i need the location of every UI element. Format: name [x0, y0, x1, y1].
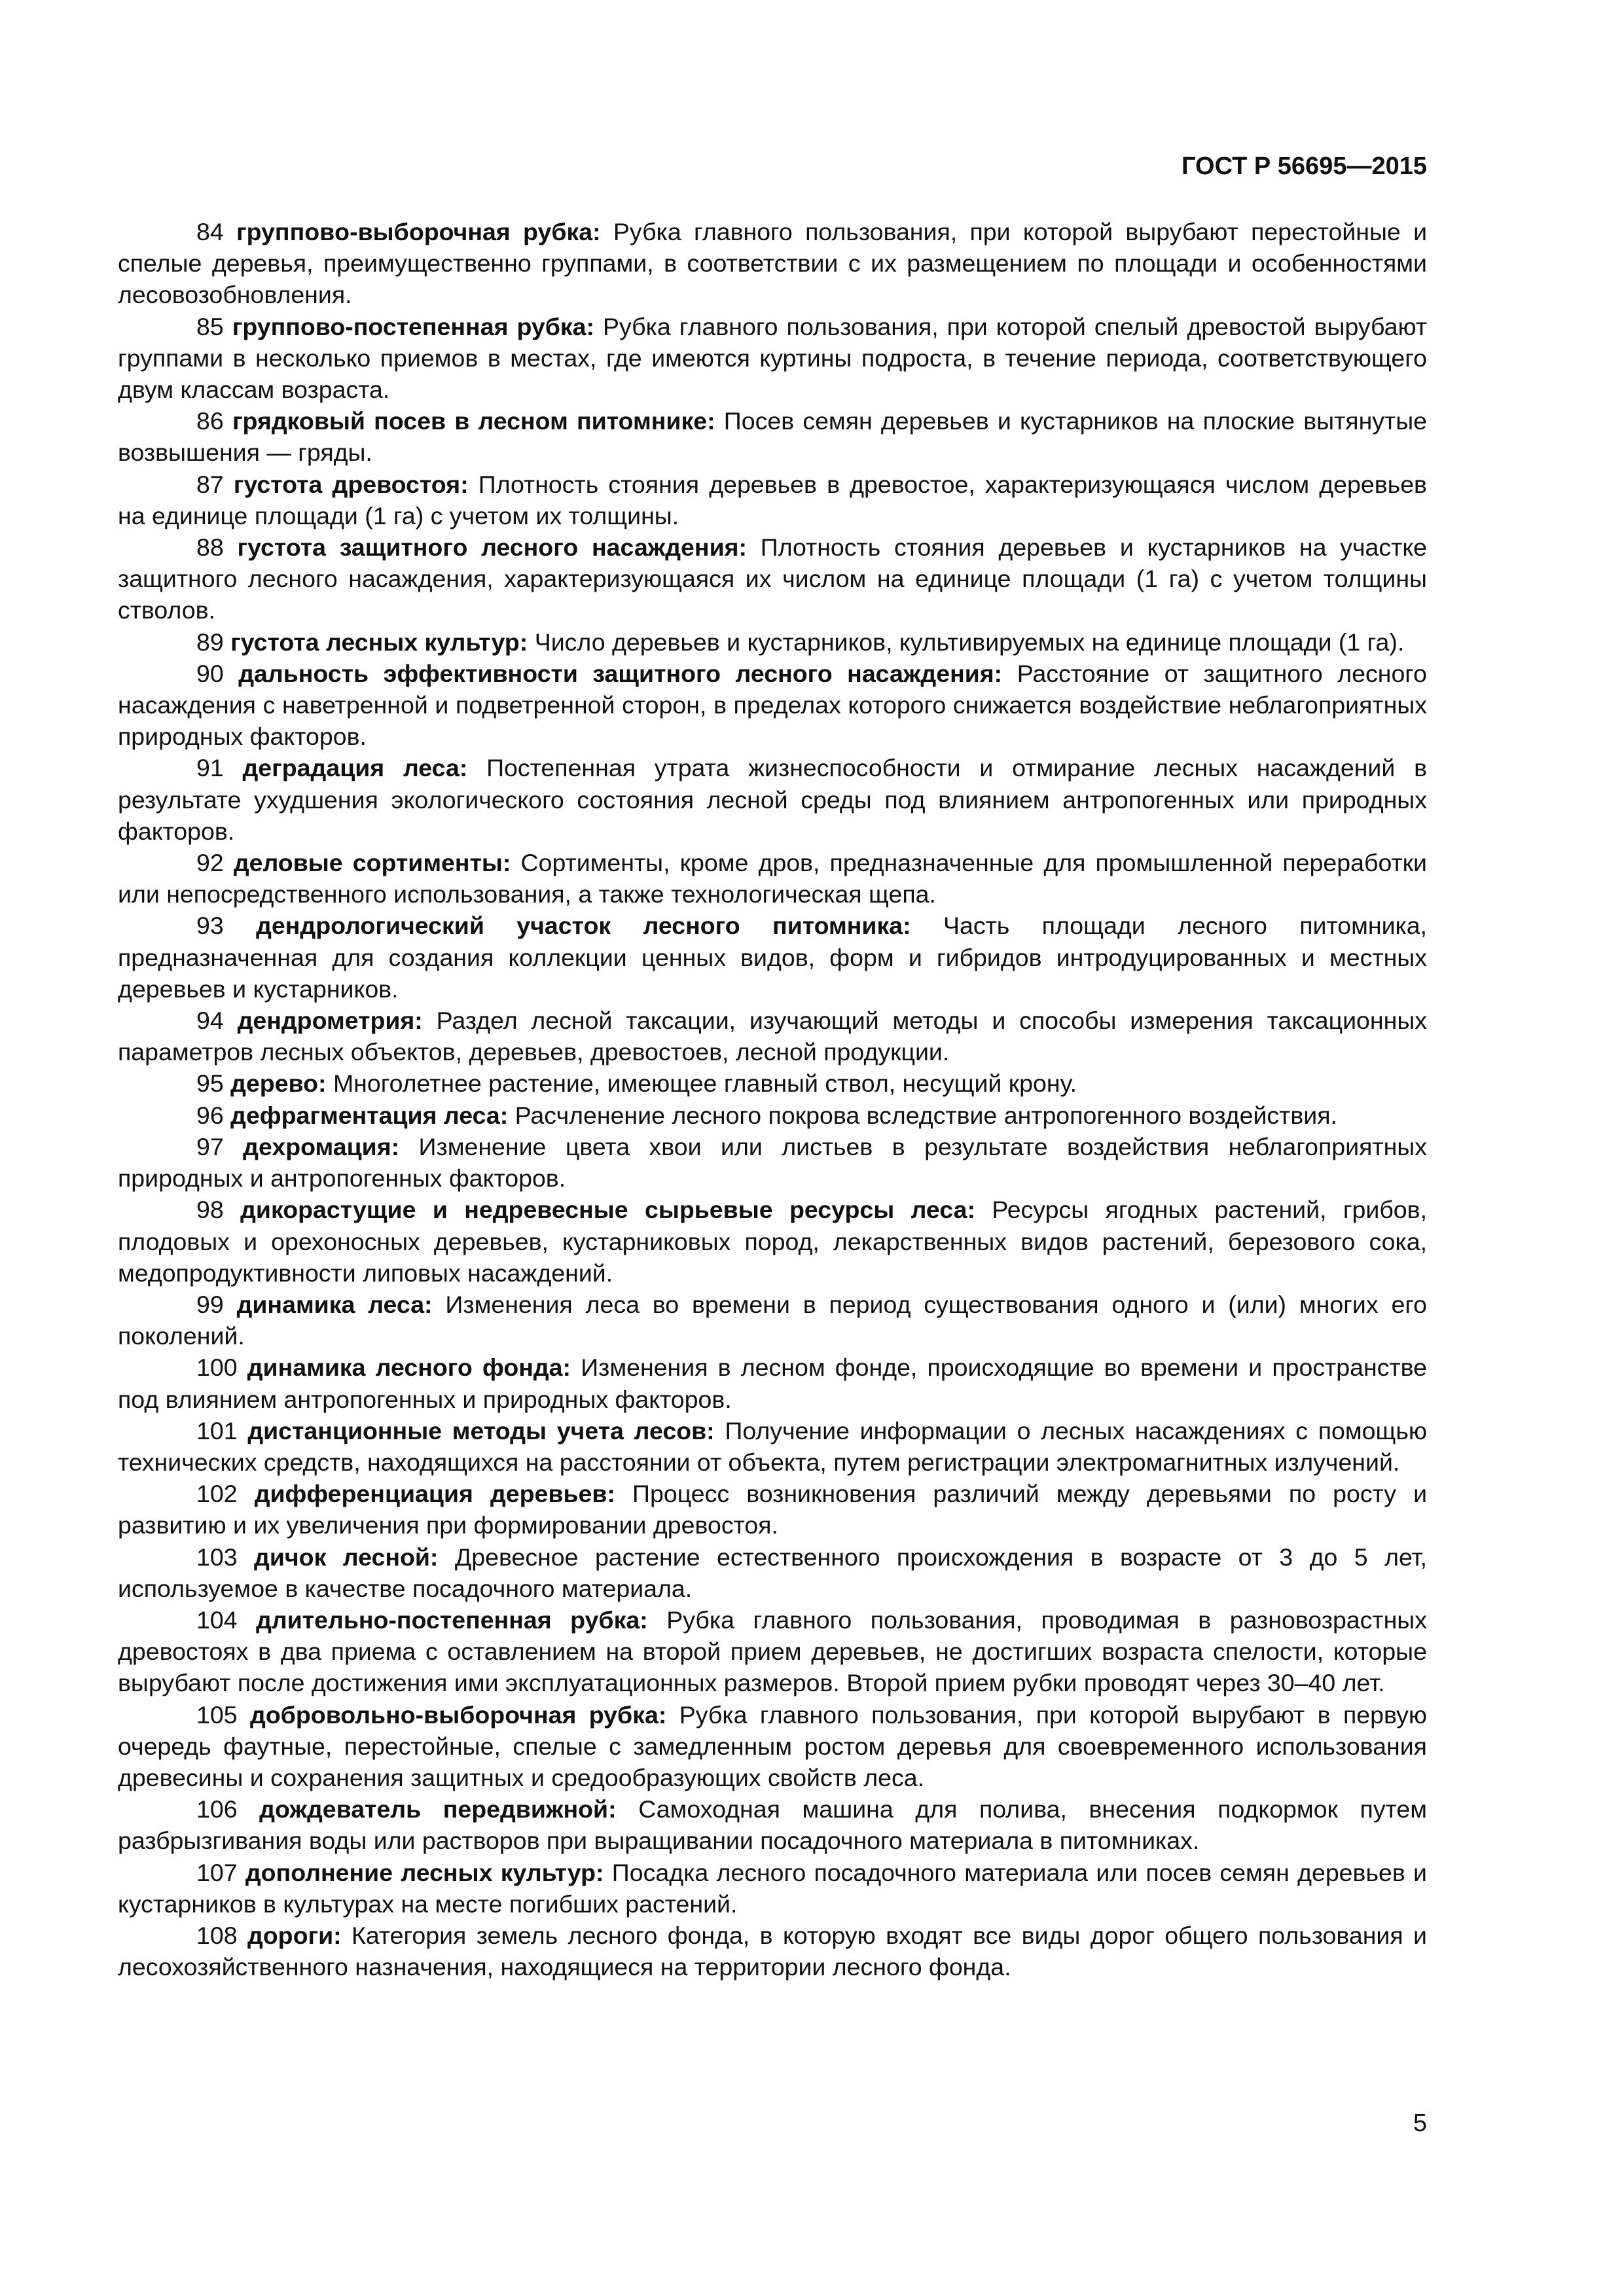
entry-number: 95: [196, 1069, 224, 1098]
entry-number: 86: [196, 407, 224, 435]
entry-term: деградация леса:: [242, 754, 468, 782]
entry-number: 90: [196, 659, 224, 687]
entry-term: группово-постепенная рубка:: [232, 312, 594, 340]
entry-term: дождеватель передвижной:: [259, 1795, 617, 1823]
entry-definition: Категория земель лесного фонда, в которую входят все виды дорог общего пользования и лесохозяйственного назначения, находящиеся на территории лесного фонда.: [118, 1921, 1427, 1981]
entry-term: дифференциация деревьев:: [254, 1480, 615, 1508]
glossary-entry: [118, 1005, 1427, 1067]
entry-definition: Многолетнее растение, имеющее главный ствол, несущий крону.: [333, 1069, 1077, 1098]
entry-term: дороги:: [247, 1921, 342, 1949]
glossary-entry: [118, 626, 1427, 658]
entry-definition: Посев семян деревьев и кустарников на плоские вытянутые возвышения — гряды.: [118, 407, 1428, 467]
entry-number: 89: [196, 628, 224, 656]
entry-number: 107: [196, 1858, 238, 1886]
glossary-entry: [118, 752, 1427, 847]
entry-term: групповo-выборочная рубка:: [236, 218, 601, 245]
document-code: ГОСТ Р 56695—2015: [1182, 152, 1427, 180]
page-number: 5: [1413, 2109, 1427, 2137]
entry-term: длительно-постепенная рубка:: [256, 1605, 648, 1634]
entry-definition: Изменения леса во времени в период существования одного и (или) многих его поколений.: [118, 1290, 1428, 1350]
entry-term: дехромация:: [243, 1132, 400, 1160]
entry-number: 97: [196, 1132, 224, 1160]
entry-definition: Процесс возникновения различий между деревьями по росту и развитию и их увеличения при формировании древостоя.: [118, 1480, 1428, 1539]
entry-definition: Рубка главного пользования, при которой вырубают в первую очередь фаутные, перестойные, спелые с замедленным ростом деревья для своевременного использования древесины и сохранения защитных и средообразующих свойств леса.: [118, 1700, 1427, 1791]
entry-term: динамика лесного фонда:: [247, 1354, 571, 1382]
glossary-entry: [118, 1541, 1427, 1604]
glossary-entry: [118, 658, 1427, 753]
entry-term: густота древостоя:: [233, 470, 469, 498]
entry-definition: Расчленение лесного покрова вследствие антропогенного воздействия.: [514, 1101, 1337, 1129]
entry-number: 85: [196, 312, 224, 340]
entry-term: дистанционные методы учета лесов:: [247, 1416, 715, 1444]
entry-number: 93: [196, 912, 224, 940]
entry-term: густота лесных культур:: [230, 628, 528, 656]
entry-definition: Получение информации о лесных насаждениях с помощью технических средств, находящихся на расстоянии от объекта, путем регистрации электромагнитных излучений.: [118, 1416, 1428, 1476]
entry-number: 99: [196, 1290, 224, 1318]
glossary-entry: [118, 1793, 1427, 1856]
glossary-entry: [118, 847, 1427, 910]
entry-definition: Рубка главного пользования, при которой спелый древостой вырубают группами в несколько приемов в местах, где имеются куртины подроста, в течение периода, соответствующего двум классам возраста.: [118, 312, 1427, 404]
entry-definition: Ресурсы ягодных растений, грибов, плодовых и орехоносных деревьев, кустарниковых пород, лекарственных видов растений, березового сока, медопродуктивности липовых насаждений.: [118, 1196, 1428, 1287]
entry-number: 96: [196, 1101, 224, 1129]
entry-definition: Часть площади лесного питомника, предназначенная для создания коллекции ценных видов, форм и гибридов интродуцированных и местных деревьев и кустарников.: [118, 912, 1428, 1003]
entry-term: дендрометрия:: [237, 1007, 423, 1035]
entry-definition: Постепенная утрата жизнеспособности и отмирание лесных насаждений в результате ухудшения экологического состояния лесной среды под влиянием антропогенных или природных факторов.: [118, 754, 1428, 845]
entry-term: густота защитного лесного насаждения:: [237, 533, 747, 562]
glossary-entry: [118, 405, 1427, 468]
entry-definition: Посадка лесного посадочного материала или посев семян деревьев и кустарников в культурах на месте погибших растений.: [118, 1858, 1428, 1918]
entry-definition: Изменение цвета хвои или листьев в результате воздействия неблагоприятных природных и антропогенных факторов.: [118, 1132, 1427, 1193]
glossary-entry: [118, 1100, 1427, 1131]
entry-number: 104: [196, 1605, 238, 1634]
entry-term: дикорастущие и недревесные сырьевые ресурсы леса:: [240, 1196, 975, 1224]
entry-term: деловые сортименты:: [233, 849, 511, 877]
glossary-entry: [118, 216, 1427, 311]
entry-term: дичок лесной:: [254, 1543, 439, 1571]
entry-definition: Плотность стояния деревьев и кустарников на участке защитного лесного насаждения, характеризующаяся их числом на единице площади (1 га) с учетом толщины стволов.: [118, 533, 1428, 624]
entry-term: дальность эффективности защитного лесного насаждения:: [238, 659, 1003, 687]
glossary-entry: [118, 469, 1427, 531]
entry-definition: Сортименты, кроме дров, предназначенные для промышленной переработки или непосредственного использования, а также технологическая щепа.: [118, 849, 1428, 908]
glossary-entry: [118, 1194, 1427, 1289]
entry-number: 105: [196, 1700, 238, 1729]
entry-definition: Рубка главного пользования, проводимая в разновозрастных древостоях в два приема с оставлением на второй прием деревьев, не достигших возраста спелости, которые вырубают после достижения ими эксплуатационных размеров. Второй прием рубки проводят через 30–40 лет.: [118, 1605, 1427, 1697]
entry-number: 108: [196, 1921, 238, 1949]
entry-number: 101: [196, 1416, 238, 1444]
glossary-entry: [118, 1920, 1427, 1982]
entry-definition: Число деревьев и кустарников, культивируемых на единице площади (1 га).: [534, 628, 1405, 656]
glossary-entry: [118, 1067, 1427, 1099]
entry-term: дендрологический участок лесного питомника:: [256, 912, 911, 940]
glossary-entry: [118, 311, 1427, 406]
entry-definition: Рубка главного пользования, при которой вырубают перестойные и спелые деревья, преимущественно группами, в соответствии с их размещением по площади и особенностями лесовозобновления.: [118, 218, 1428, 309]
glossary-entry: [118, 1352, 1427, 1414]
glossary-entries: [118, 216, 1427, 1982]
glossary-entry: [118, 1415, 1427, 1478]
entry-number: 92: [196, 849, 224, 877]
glossary-entry: [118, 1131, 1427, 1194]
entry-number: 87: [196, 470, 224, 498]
entry-number: 102: [196, 1480, 238, 1508]
entry-number: 103: [196, 1543, 238, 1571]
entry-number: 100: [196, 1354, 238, 1382]
entry-number: 84: [196, 218, 224, 245]
entry-number: 91: [196, 754, 224, 782]
entry-definition: Плотность стояния деревьев в древостое, характеризующаяся числом деревьев на единице площади (1 га) с учетом их толщины.: [118, 470, 1427, 529]
glossary-entry: [118, 1478, 1427, 1541]
entry-definition: Древесное растение естественного происхождения в возрасте от 3 до 5 лет, используемое в качестве посадочного материала.: [118, 1543, 1427, 1602]
entry-number: 88: [196, 533, 224, 562]
entry-term: добровольно-выборочная рубка:: [250, 1700, 667, 1729]
entry-definition: Раздел лесной таксации, изучающий методы и способы измерения таксационных параметров лесных объектов, деревьев, древостоев, лесной продукции.: [118, 1007, 1428, 1066]
entry-definition: Расстояние от защитного лесного насаждения с наветренной и подветренной сторон, в пределах которого снижается воздействие неблагоприятных природных факторов.: [118, 659, 1428, 751]
glossary-entry: [118, 910, 1427, 1005]
entry-number: 94: [196, 1007, 224, 1035]
entry-term: грядковый посев в лесном питомнике:: [232, 407, 715, 435]
glossary-entry: [118, 1857, 1427, 1920]
glossary-entry: [118, 1289, 1427, 1352]
entry-number: 106: [196, 1795, 238, 1823]
entry-term: дефрагментация леса:: [230, 1101, 509, 1129]
entry-term: динамика леса:: [236, 1290, 433, 1318]
entry-term: дополнение лесных культур:: [245, 1858, 604, 1886]
entry-definition: Самоходная машина для полива, внесения подкормок путем разбрызгивания воды или растворов при выращивании посадочного материала в питомниках.: [118, 1795, 1427, 1855]
entry-definition: Изменения в лесном фонде, происходящие во времени и пространстве под влиянием антропогенных и природных факторов.: [118, 1354, 1427, 1413]
entry-number: 98: [196, 1196, 224, 1224]
entry-term: дерево:: [230, 1069, 327, 1098]
glossary-entry: [118, 531, 1427, 626]
glossary-entry: [118, 1699, 1427, 1794]
glossary-entry: [118, 1604, 1427, 1699]
